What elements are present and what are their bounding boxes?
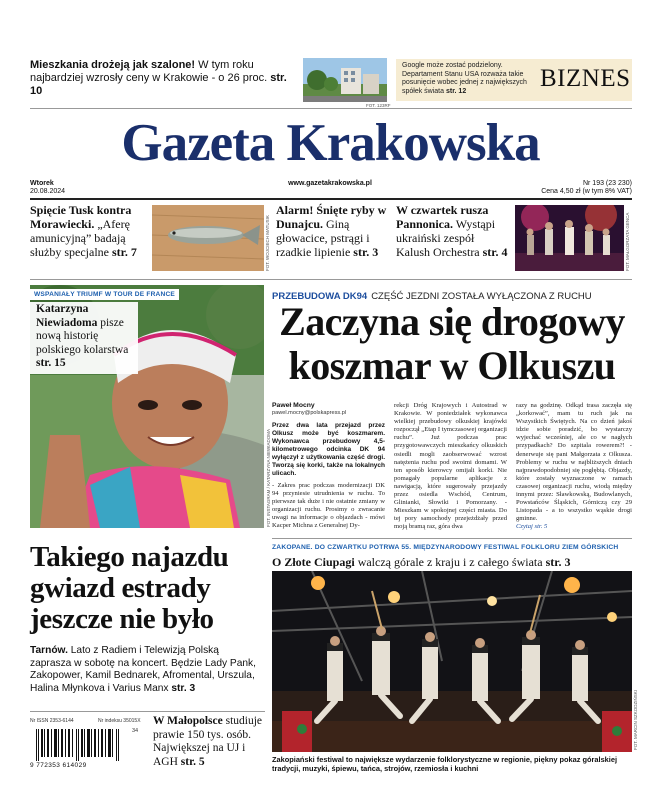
- masthead-website[interactable]: www.gazetakrakowska.pl: [288, 180, 372, 187]
- biznes-text: Google może zostać podzielony. Departament Stanu USA rozważa takie posunięcie wobec jednej z największych spółek świata: [402, 62, 527, 95]
- main-col3-body: razy na godzinę. Odkąd trasa zaczęła się „korkować”, mam tu ruch jak na Wszystkich Świętych. Na co dzień jakoś idzie sobie poradzić, bo wystarczy wyjechać wcześniej, ale co w nagłych przypadkach? Do szpitala rowerem?! - denerwuje się pani Małgorzata z Olkusza. Problemy w ruchu w najbliższych dniach najprawdopodobniej się pogłębią. Objazdy, które zostały wyznaczone w ramach czasowej organizacji ruchu, wiodą między innymi przez: Sławkowską, Budowlanych, Powstańców Śląskich, Górniczą czy 29 Listopada - a to wszystko wąskie drogi gminne.: [516, 402, 632, 523]
- festival-headline-bold: O Złote Ciupagi: [272, 555, 355, 569]
- top-promo-photo: [303, 58, 387, 102]
- masthead-issue: Nr 193 (23 230): [582, 180, 632, 187]
- festival-headline-text: walczą górale z kraju i z całego świata: [354, 555, 546, 569]
- fish-photo: [152, 205, 264, 271]
- teaser-tusk-text: „Aferę amunicyjną” badają służby specjalne: [30, 217, 130, 259]
- barcode-issn: Nr ISSN 2353-6144: [30, 718, 74, 724]
- cycling-photo-credit: FOT. INSTAGRAM / KATARZYNA NIEWIADOMA: [266, 428, 271, 527]
- teaser-tusk-title: Spięcie Tusk kontra Morawiecki.: [30, 203, 132, 231]
- main-col3: [516, 402, 632, 530]
- malopolska-ref: str. 5: [180, 755, 205, 768]
- cycling-teaser[interactable]: [30, 302, 138, 374]
- teaser-pannonica-title: W czwartek rusza Pannonica.: [396, 203, 489, 231]
- main-headline[interactable]: [272, 300, 632, 388]
- main-author: Paweł Mocny: [272, 402, 315, 409]
- main-lead: Przez dwa lata przejazd przez Olkusz może być koszmarem. Wykonawca przebudowy 4,5-kilometrowego odcinka DK 94 wyłączył z użytkowania część drogi. Tworzą się korki, także na lokalnych ulicach.: [272, 422, 385, 477]
- stars-text: Lato z Radiem i Telewizją Polską zaprasza w sobotę na koncert. Będzie Lady Pank, Zakopower, Kamil Bednarek, Afromental, Urszula, Halina Młynkova i Varius Manx: [30, 645, 256, 694]
- cycling-name: Katarzyna Niewiadoma: [36, 303, 98, 329]
- teaser-pannonica-text: Wystąpi ukraiński zespół Kalush Orchestra: [396, 217, 496, 259]
- malopolska-teaser[interactable]: [153, 715, 265, 769]
- barcode-issue-no: 34: [132, 728, 139, 734]
- stars-headline-line2: gwiazd estrady: [30, 572, 211, 604]
- teaser-fish-text: Giną głowacice, pstrągi i rzadkie lipienie: [276, 217, 370, 259]
- main-headline-line2: koszmar w Olkuszu: [288, 343, 616, 388]
- teaser-tusk-ref: str. 7: [111, 245, 137, 259]
- barcode-digits: 9 772353 614029: [30, 762, 87, 769]
- stars-headline-line3: jeszcze nie było: [30, 603, 214, 635]
- main-col1: [272, 402, 385, 531]
- main-kicker-text: CZĘŚĆ JEZDNI ZOSTAŁA WYŁĄCZONA Z RUCHU: [371, 291, 592, 302]
- festival-headline[interactable]: [272, 555, 632, 569]
- top-promo-text: W tym roku najbardziej wzrosły ceny w Krakowie - o 26 proc.: [30, 59, 271, 84]
- masthead-date: 20.08.2024: [30, 188, 66, 195]
- teaser-fish-ref: str. 3: [353, 245, 379, 259]
- cycling-tag: WSPANIAŁY TRIUMF W TOUR DE FRANCE: [30, 289, 179, 300]
- main-col1-body: - Zakres prac podczas modernizacji DK 94 przyniesie utrudnienia w ruchu. To pierwsze tak duże i nie ostatnie zmiany w organizacji ruchu. Prosimy o zwracanie uwagi na informacje o objazdach - mówi Kacper Michna z Generalnej Dy-: [272, 482, 385, 530]
- fish-photo-credit: FOT. WOJCIECH MATUSIK: [265, 215, 270, 271]
- biznes-ref: str. 12: [445, 87, 467, 95]
- main-col2: rekcji Dróg Krajowych i Autostrad w Krakowie. W poniedziałek wykonawca wielkiej przebudowy olkuskiej krajówki rozpoczął „Etap I tymczasowej organizacji ruchu”. Już podczas prac przygotowawczych mieszkańcy olkuskich osiedli mogli zaobserwować wzrost natężenia ruchu pod swoimi domami. W ten sposób kierowcy omijali korki. Nie pomagały popularne aplikacje z nawigacją, które sugerowały przejazdy przez osiedla Wschód, Centrum, Glinianki, Słowiki i Pomorzany. - Mieszkam w spokojnej części miasta. Do tej pory samochody przejeżdżały przed moją bramą raz, góra dwa: [394, 402, 508, 531]
- main-kicker-tag: PRZEBUDOWA DK94: [272, 291, 368, 302]
- stars-text-block: [30, 645, 262, 695]
- top-promo-headline: Mieszkania drożeją jak szalone!: [30, 59, 196, 71]
- concert-photo: [515, 205, 624, 271]
- main-author-email[interactable]: pawel.mocny@polskapress.pl: [272, 410, 347, 416]
- masthead-divider: [30, 198, 632, 200]
- festival-photo-credit: FOT. MARCIN SZKODZIŃSKI: [633, 689, 638, 750]
- barcode: [30, 729, 130, 761]
- stars-headline[interactable]: [30, 542, 270, 635]
- masthead-day: Wtorek: [30, 180, 54, 187]
- biznes-label: BIZNES: [540, 65, 631, 92]
- biznes-box[interactable]: [396, 59, 632, 101]
- concert-photo-credit: FOT. MAŁGORZATA GENCA: [625, 212, 630, 271]
- malopolska-text: studiuje prawie 150 tys. osób. Największej na UJ i AGH: [153, 715, 263, 768]
- teaser-fish[interactable]: [276, 203, 392, 259]
- masthead-price: Cena 4,50 zł (w tym 8% VAT): [541, 188, 632, 195]
- stars-headline-line1: Takiego najazdu: [30, 541, 229, 573]
- festival-photo: [272, 571, 632, 752]
- barcode-index: Nr indeksu 35015X: [98, 718, 141, 724]
- festival-caption: Zakopiański festiwal to największe wydarzenie folklorystyczne w regionie, piękny pokaz góralskiej tradycji, muzyki, śpiewu, tańca, strojów, rzemiosła i kuchni: [272, 755, 618, 774]
- teaser-fish-title: Alarm! Śnięte ryby w Dunajcu.: [276, 203, 387, 231]
- teasers-divider: [30, 279, 632, 280]
- masthead-title[interactable]: Gazeta Krakowska: [121, 114, 540, 172]
- festival-ref: str. 3: [545, 555, 571, 569]
- festival-divider: [272, 538, 632, 539]
- malopolska-title: W Małopolsce: [153, 715, 223, 727]
- main-headline-line1: Zaczyna się drogowy: [279, 299, 625, 344]
- top-promo[interactable]: [30, 59, 302, 98]
- main-continued[interactable]: Czytaj str. 5: [516, 523, 548, 531]
- top-divider: [30, 108, 632, 109]
- cycling-text: pisze nową historię polskiego kolarstwa: [36, 316, 129, 356]
- stars-place: Tarnów.: [30, 645, 68, 656]
- teaser-pannonica[interactable]: [396, 203, 508, 259]
- top-promo-ref: str. 10: [30, 72, 287, 97]
- bottom-left-divider: [30, 711, 265, 712]
- teaser-pannonica-ref: str. 4: [482, 245, 508, 259]
- cycling-ref: str. 15: [36, 357, 66, 369]
- top-promo-credit: FOT. 123RF: [366, 103, 391, 108]
- festival-tag: ZAKOPANE. DO CZWARTKU POTRWA 55. MIĘDZYNARODOWY FESTIWAL FOLKLORU ZIEM GÓRSKICH: [272, 544, 619, 551]
- teaser-tusk[interactable]: [30, 203, 148, 259]
- stars-ref: str. 3: [171, 682, 196, 694]
